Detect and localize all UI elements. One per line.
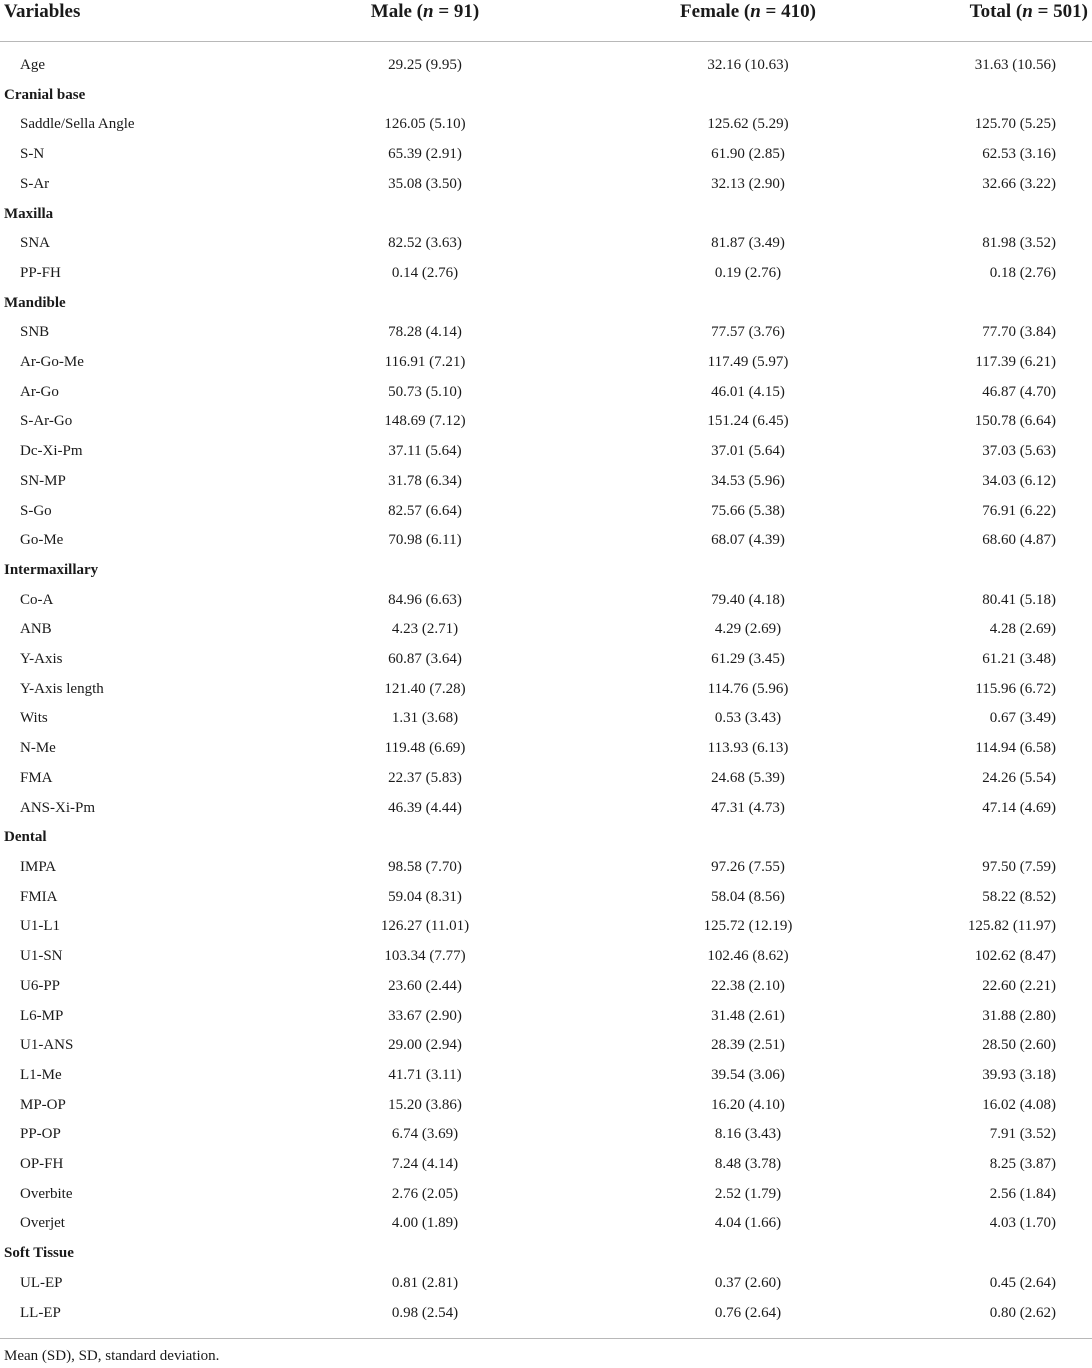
total-value: 0.45 (2.64) [989, 1274, 1056, 1291]
female-value: 39.54 (3.06) [711, 1066, 785, 1083]
total-value: 39.93 (3.18) [982, 1066, 1056, 1083]
category-row [0, 823, 1092, 853]
table-row [0, 734, 1092, 764]
header-total-label: Total ( [969, 1, 1023, 22]
male-value: 84.96 (6.63) [388, 591, 462, 608]
female-value: 0.37 (2.60) [714, 1274, 782, 1291]
total-value: 150.78 (6.64) [974, 413, 1056, 430]
male-value: 119.48 (6.69) [384, 740, 466, 757]
male-value: 35.08 (3.50) [388, 175, 462, 192]
header-male-count: = 91) [433, 1, 480, 22]
total-value: 24.26 (5.54) [982, 769, 1056, 786]
female-value: 22.38 (2.10) [711, 977, 785, 994]
male-value: 103.34 (7.77) [384, 948, 466, 965]
male-value: 59.04 (8.31) [388, 888, 462, 905]
female-value: 32.13 (2.90) [711, 175, 785, 192]
variable-name: MP-OP [20, 1096, 66, 1113]
header-row [0, 0, 1092, 42]
table-row [0, 407, 1092, 437]
category-label: Mandible [4, 294, 66, 311]
total-value: 32.66 (3.22) [982, 175, 1056, 192]
table-row [0, 1269, 1092, 1299]
female-value: 0.76 (2.64) [714, 1304, 782, 1321]
female-value: 97.26 (7.55) [711, 858, 785, 875]
header-male [280, 0, 550, 42]
table-row [0, 1002, 1092, 1032]
female-value: 113.93 (6.13) [707, 740, 789, 757]
variable-name: Wits [20, 710, 48, 727]
variable-name: Go-Me [20, 532, 64, 549]
female-value: 28.39 (2.51) [711, 1037, 785, 1054]
table-row [0, 318, 1092, 348]
female-value: 0.53 (3.43) [714, 710, 782, 727]
total-value: 46.87 (4.70) [982, 383, 1056, 400]
female-value: 24.68 (5.39) [711, 769, 785, 786]
category-label: Intermaxillary [4, 561, 99, 578]
table-row [0, 942, 1092, 972]
table-row [0, 794, 1092, 824]
variable-name: U1-SN [20, 948, 63, 965]
table-row [0, 1120, 1092, 1150]
spacer-row [0, 42, 1092, 52]
male-value: 2.76 (2.05) [391, 1185, 459, 1202]
male-value: 29.00 (2.94) [388, 1037, 462, 1054]
variable-name: S-Go [20, 502, 52, 519]
male-value: 116.91 (7.21) [384, 354, 466, 371]
female-value: 151.24 (6.45) [707, 413, 789, 430]
male-value: 78.28 (4.14) [388, 324, 462, 341]
table-row [0, 437, 1092, 467]
male-value: 29.25 (9.95) [388, 57, 462, 73]
female-value: 47.31 (4.73) [711, 799, 785, 816]
male-value: 1.31 (3.68) [391, 710, 459, 727]
female-value: 58.04 (8.56) [711, 888, 785, 905]
male-value: 0.14 (2.76) [391, 264, 459, 281]
header-total-count: = 501) [1032, 1, 1088, 22]
table-row [0, 675, 1092, 705]
variable-name: L6-MP [20, 1007, 64, 1024]
female-value: 31.48 (2.61) [711, 1007, 785, 1024]
total-value: 0.80 (2.62) [989, 1304, 1056, 1321]
table-row [0, 140, 1092, 170]
header-male-n: n [423, 1, 434, 22]
variable-name: Overbite [20, 1185, 73, 1202]
category-label: Soft Tissue [4, 1245, 74, 1262]
female-value: 77.57 (3.76) [711, 324, 785, 341]
female-value: 61.90 (2.85) [711, 146, 785, 163]
variable-name: S-Ar-Go [20, 413, 73, 430]
category-label: Cranial base [4, 86, 86, 103]
table-row [0, 853, 1092, 883]
variable-name: Ar-Go [20, 383, 59, 400]
male-value: 121.40 (7.28) [384, 680, 466, 697]
category-row [0, 556, 1092, 586]
male-value: 37.11 (5.64) [388, 443, 462, 460]
male-value: 60.87 (3.64) [388, 651, 462, 668]
variable-name: UL-EP [20, 1274, 63, 1291]
male-value: 41.71 (3.11) [388, 1066, 462, 1083]
table-row [0, 1150, 1092, 1180]
male-value: 148.69 (7.12) [384, 413, 466, 430]
variable-name: FMA [20, 769, 53, 786]
footer-rule [0, 1338, 1092, 1339]
total-value: 125.70 (5.25) [974, 116, 1056, 133]
table-row [0, 645, 1092, 675]
category-label: Dental [4, 829, 47, 846]
variable-name: Ar-Go-Me [20, 354, 84, 371]
total-value: 0.67 (3.49) [989, 710, 1056, 727]
variable-name: SN-MP [20, 472, 66, 489]
table-row [0, 764, 1092, 794]
female-value: 102.46 (8.62) [707, 948, 789, 965]
total-value: 4.28 (2.69) [989, 621, 1056, 638]
male-value: 82.52 (3.63) [388, 235, 462, 252]
variable-name: Y-Axis length [20, 680, 104, 697]
table-row [0, 170, 1092, 200]
spacer-cell [0, 42, 1092, 52]
category-row [0, 1239, 1092, 1269]
header-total-n: n [1022, 1, 1033, 22]
table-row [0, 467, 1092, 497]
male-value: 4.00 (1.89) [391, 1215, 459, 1232]
table-row [0, 615, 1092, 645]
total-value: 125.82 (11.97) [967, 918, 1056, 935]
table-row [0, 704, 1092, 734]
total-value: 61.21 (3.48) [982, 651, 1056, 668]
total-value: 102.62 (8.47) [974, 948, 1056, 965]
variable-name: Y-Axis [20, 651, 63, 668]
total-value: 97.50 (7.59) [982, 858, 1056, 875]
variable-name: OP-FH [20, 1156, 64, 1173]
table-row [0, 1209, 1092, 1239]
total-value: 76.91 (6.22) [982, 502, 1056, 519]
table-footnote: Mean (SD), SD, standard deviation. [4, 1348, 220, 1364]
category-row [0, 289, 1092, 319]
variable-name: SNB [20, 324, 50, 341]
variable-name: Co-A [20, 591, 54, 608]
variable-name: IMPA [20, 858, 57, 875]
male-value: 31.78 (6.34) [388, 472, 462, 489]
total-value: 62.53 (3.16) [982, 146, 1056, 163]
male-value: 46.39 (4.44) [388, 799, 462, 816]
variable-name: SNA [20, 235, 51, 252]
header-female [550, 0, 850, 42]
table-row [0, 586, 1092, 616]
variable-name: FMIA [20, 888, 58, 905]
table-row [0, 1299, 1092, 1329]
total-value: 77.70 (3.84) [982, 324, 1056, 341]
variable-name: L1-Me [20, 1066, 62, 1083]
table-body [0, 42, 1092, 1329]
table-row [0, 229, 1092, 259]
header-variables: Variables [0, 0, 280, 42]
variable-name: U1-ANS [20, 1037, 74, 1054]
table-row [0, 110, 1092, 140]
male-value: 15.20 (3.86) [388, 1096, 462, 1113]
female-value: 0.19 (2.76) [714, 264, 782, 281]
table-row [0, 348, 1092, 378]
male-value: 50.73 (5.10) [388, 383, 462, 400]
male-value: 22.37 (5.83) [388, 769, 462, 786]
total-value: 16.02 (4.08) [982, 1096, 1056, 1113]
male-value: 65.39 (2.91) [388, 146, 462, 163]
table-row [0, 1091, 1092, 1121]
female-value: 2.52 (1.79) [714, 1185, 782, 1202]
total-value: 117.39 (6.21) [975, 354, 1056, 371]
male-value: 126.05 (5.10) [384, 116, 466, 133]
female-value: 46.01 (4.15) [711, 383, 785, 400]
header-total [850, 0, 1092, 42]
female-value: 34.53 (5.96) [711, 472, 785, 489]
table-row [0, 1031, 1092, 1061]
total-value: 47.14 (4.69) [982, 799, 1056, 816]
table-row [0, 1061, 1092, 1091]
male-value: 6.74 (3.69) [391, 1126, 459, 1143]
female-value: 117.49 (5.97) [707, 354, 789, 371]
variable-name: U6-PP [20, 977, 61, 994]
male-value: 126.27 (11.01) [380, 918, 470, 935]
table-row [0, 51, 1092, 81]
male-value: 7.24 (4.14) [391, 1156, 459, 1173]
table-row [0, 378, 1092, 408]
header-female-label: Female ( [680, 1, 751, 22]
variable-name: Dc-Xi-Pm [20, 443, 83, 460]
table-row [0, 883, 1092, 913]
variable-name: ANS-Xi-Pm [20, 799, 96, 816]
female-value: 61.29 (3.45) [711, 651, 785, 668]
total-value: 81.98 (3.52) [982, 235, 1056, 252]
table-row [0, 259, 1092, 289]
female-value: 114.76 (5.96) [707, 680, 789, 697]
female-value: 75.66 (5.38) [711, 502, 785, 519]
variable-name: Age [20, 57, 45, 73]
male-value: 82.57 (6.64) [388, 502, 462, 519]
total-value: 0.18 (2.76) [989, 264, 1056, 281]
variable-name: PP-FH [20, 264, 61, 281]
total-value: 22.60 (2.21) [982, 977, 1056, 994]
female-value: 125.62 (5.29) [707, 116, 789, 133]
total-value: 80.41 (5.18) [982, 591, 1056, 608]
total-value: 58.22 (8.52) [982, 888, 1056, 905]
total-value: 31.88 (2.80) [982, 1007, 1056, 1024]
female-value: 8.48 (3.78) [714, 1156, 782, 1173]
total-value: 8.25 (3.87) [989, 1156, 1056, 1173]
male-value: 98.58 (7.70) [388, 858, 462, 875]
male-value: 0.81 (2.81) [391, 1274, 459, 1291]
female-value: 32.16 (10.63) [707, 57, 789, 73]
male-value: 0.98 (2.54) [391, 1304, 459, 1321]
male-value: 4.23 (2.71) [391, 621, 459, 638]
total-value: 115.96 (6.72) [975, 680, 1056, 697]
total-value: 7.91 (3.52) [989, 1126, 1056, 1143]
total-value: 4.03 (1.70) [989, 1215, 1056, 1232]
male-value: 33.67 (2.90) [388, 1007, 462, 1024]
female-value: 8.16 (3.43) [714, 1126, 782, 1143]
table-row [0, 1180, 1092, 1210]
total-value: 34.03 (6.12) [982, 472, 1056, 489]
total-value: 114.94 (6.58) [975, 740, 1056, 757]
female-value: 68.07 (4.39) [711, 532, 785, 549]
male-value: 70.98 (6.11) [388, 532, 462, 549]
variable-name: ANB [20, 621, 52, 638]
female-value: 4.29 (2.69) [714, 621, 782, 638]
table-row [0, 526, 1092, 556]
variable-name: LL-EP [20, 1304, 61, 1321]
category-row [0, 81, 1092, 111]
female-value: 81.87 (3.49) [711, 235, 785, 252]
total-value: 31.63 (10.56) [974, 57, 1056, 73]
total-value: 2.56 (1.84) [989, 1185, 1056, 1202]
table-row [0, 912, 1092, 942]
table-row [0, 497, 1092, 527]
female-value: 37.01 (5.64) [711, 443, 785, 460]
header-female-count: = 410) [760, 1, 816, 22]
female-value: 125.72 (12.19) [703, 918, 793, 935]
variable-name: Saddle/Sella Angle [20, 116, 135, 133]
total-value: 68.60 (4.87) [982, 532, 1056, 549]
female-value: 16.20 (4.10) [711, 1096, 785, 1113]
total-value: 28.50 (2.60) [982, 1037, 1056, 1054]
variable-name: S-Ar [20, 175, 50, 192]
female-value: 4.04 (1.66) [714, 1215, 782, 1232]
variable-name: S-N [20, 146, 45, 163]
variable-name: U1-L1 [20, 918, 60, 935]
variable-name: N-Me [20, 740, 56, 757]
table-row [0, 972, 1092, 1002]
category-row [0, 200, 1092, 230]
male-value: 23.60 (2.44) [388, 977, 462, 994]
total-value: 37.03 (5.63) [982, 443, 1056, 460]
category-label: Maxilla [4, 205, 54, 222]
header-male-label: Male ( [370, 1, 423, 22]
variable-name: PP-OP [20, 1126, 61, 1143]
variable-name: Overjet [20, 1215, 65, 1232]
header-female-n: n [750, 1, 761, 22]
female-value: 79.40 (4.18) [711, 591, 785, 608]
